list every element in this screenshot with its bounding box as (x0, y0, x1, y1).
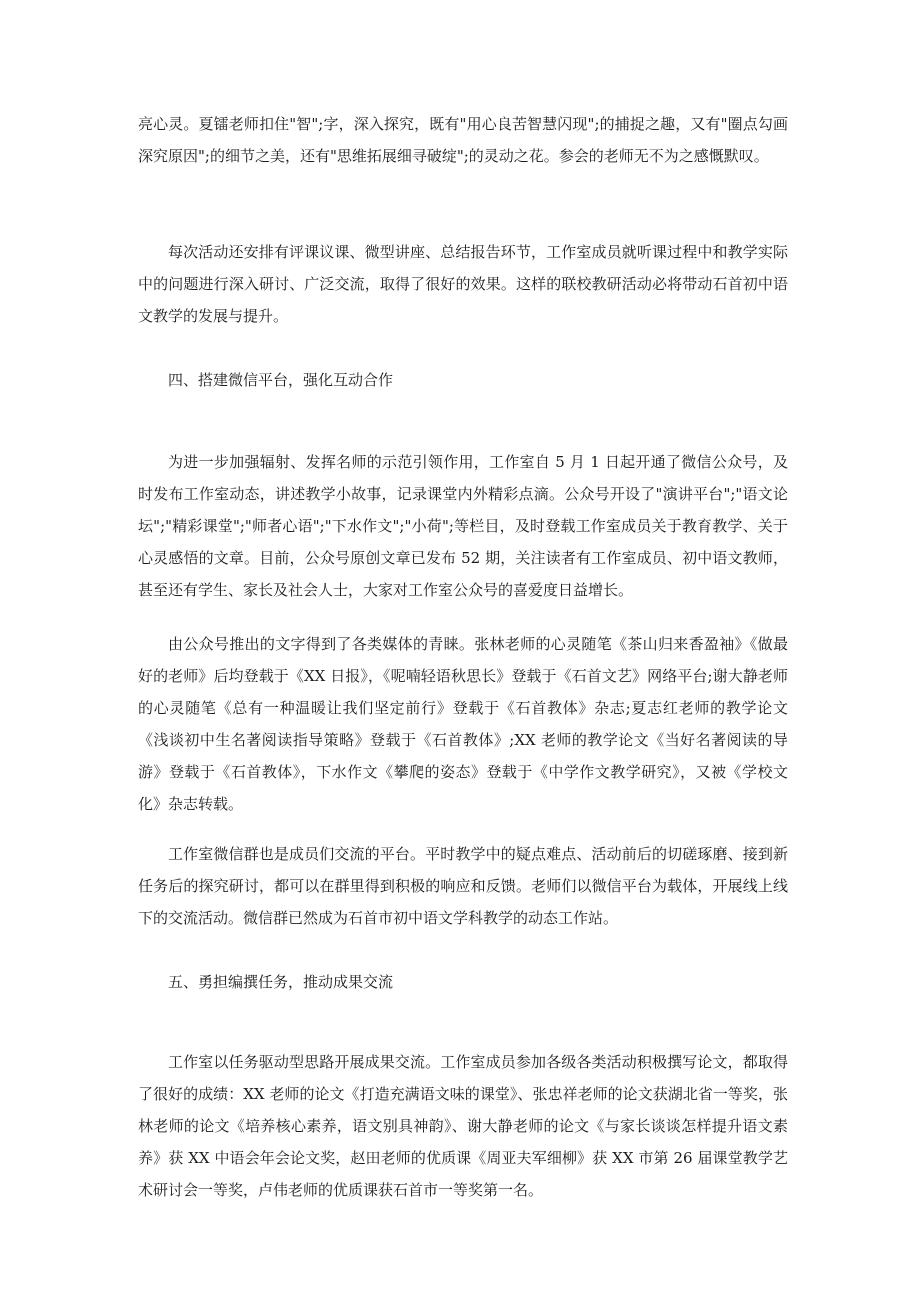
paragraph-activities: 每次活动还安排有评课议课、微型讲座、总结报告环节，工作室成员就听课过程中和教学实际中的问题进行深入研讨、广泛交流，取得了很好的效果。这样的联校教研活动必将带动石首初中语文教学的发展与提升。 (138, 243, 788, 325)
paragraph-media-publication: 由公众号推出的文字得到了各类媒体的青睐。张林老师的心灵随笔《茶山归来香盈袖》《做最好的老师》后均登载于《XX 日报》，《呢喃轻语秋思长》登载于《石首文艺》网络平台;谢大静老师的心灵随笔《总有一种温暖让我们坚定前行》登载于《石首教体》杂志;夏志红老师的教学论文《浅谈初中生名著阅读指导策略》登载于《石首教体》;XX 老师的教学论文《当好名著阅读的导游》登载于《石首教体》，下水作文《攀爬的姿态》登载于《中学作文教学研究》，又被《学校文化》杂志转载。 (138, 635, 788, 813)
paragraph-continuation: 亮心灵。夏镭老师扣住"智";字，深入探究，既有"用心良苦智慧闪现";的捕捉之趣，又有"圈点勾画深究原因";的细节之美，还有"思维拓展细寻破绽";的灵动之花。参会的老师无不为之感慨默叹。 (138, 115, 788, 165)
section-heading-five: 五、勇担编撰任务，推动成果交流 (168, 973, 394, 991)
paragraph-wechat-group: 工作室微信群也是成员们交流的平台。平时教学中的疑点难点、活动前后的切磋琢磨、接到新任务后的探究研讨，都可以在群里得到积极的响应和反馈。老师们以微信平台为载体，开展线上线下的交流活动。微信群已然成为石首市初中语文学科教学的动态工作站。 (138, 845, 788, 927)
paragraph-wechat-account: 为进一步加强辐射、发挥名师的示范引领作用，工作室自 5 月 1 日起开通了微信公众号，及时发布工作室动态，讲述教学小故事，记录课堂内外精彩点滴。公众号开设了"演讲平台";"语文论坛";"精彩课堂";"师者心语";"下水作文";"小荷";等栏目，及时登载工作室成员关于教育教学、关于心灵感悟的文章。目前，公众号原创文章已发布 52 期，关注读者有工作室成员、初中语文教师，甚至还有学生、家长及社会人士，大家对工作室公众号的喜爱度日益增长。 (138, 453, 788, 599)
paragraph-achievements: 工作室以任务驱动型思路开展成果交流。工作室成员参加各级各类活动积极撰写论文，都取得了很好的成绩：XX 老师的论文《打造充满语文味的课堂》、张忠祥老师的论文获湖北省一等奖，张林老师的论文《培养核心素养，语文别具神韵》、谢大静老师的论文《与家长谈谈怎样提升语文素养》获 XX 中语会年会论文奖，赵田老师的优质课《周亚夫军细柳》获 XX 市第 26 届课堂教学艺术研讨会一等奖，卢伟老师的优质课获石首市一等奖第一名。 (138, 1053, 788, 1199)
section-heading-four: 四、搭建微信平台，强化互动合作 (168, 371, 394, 389)
